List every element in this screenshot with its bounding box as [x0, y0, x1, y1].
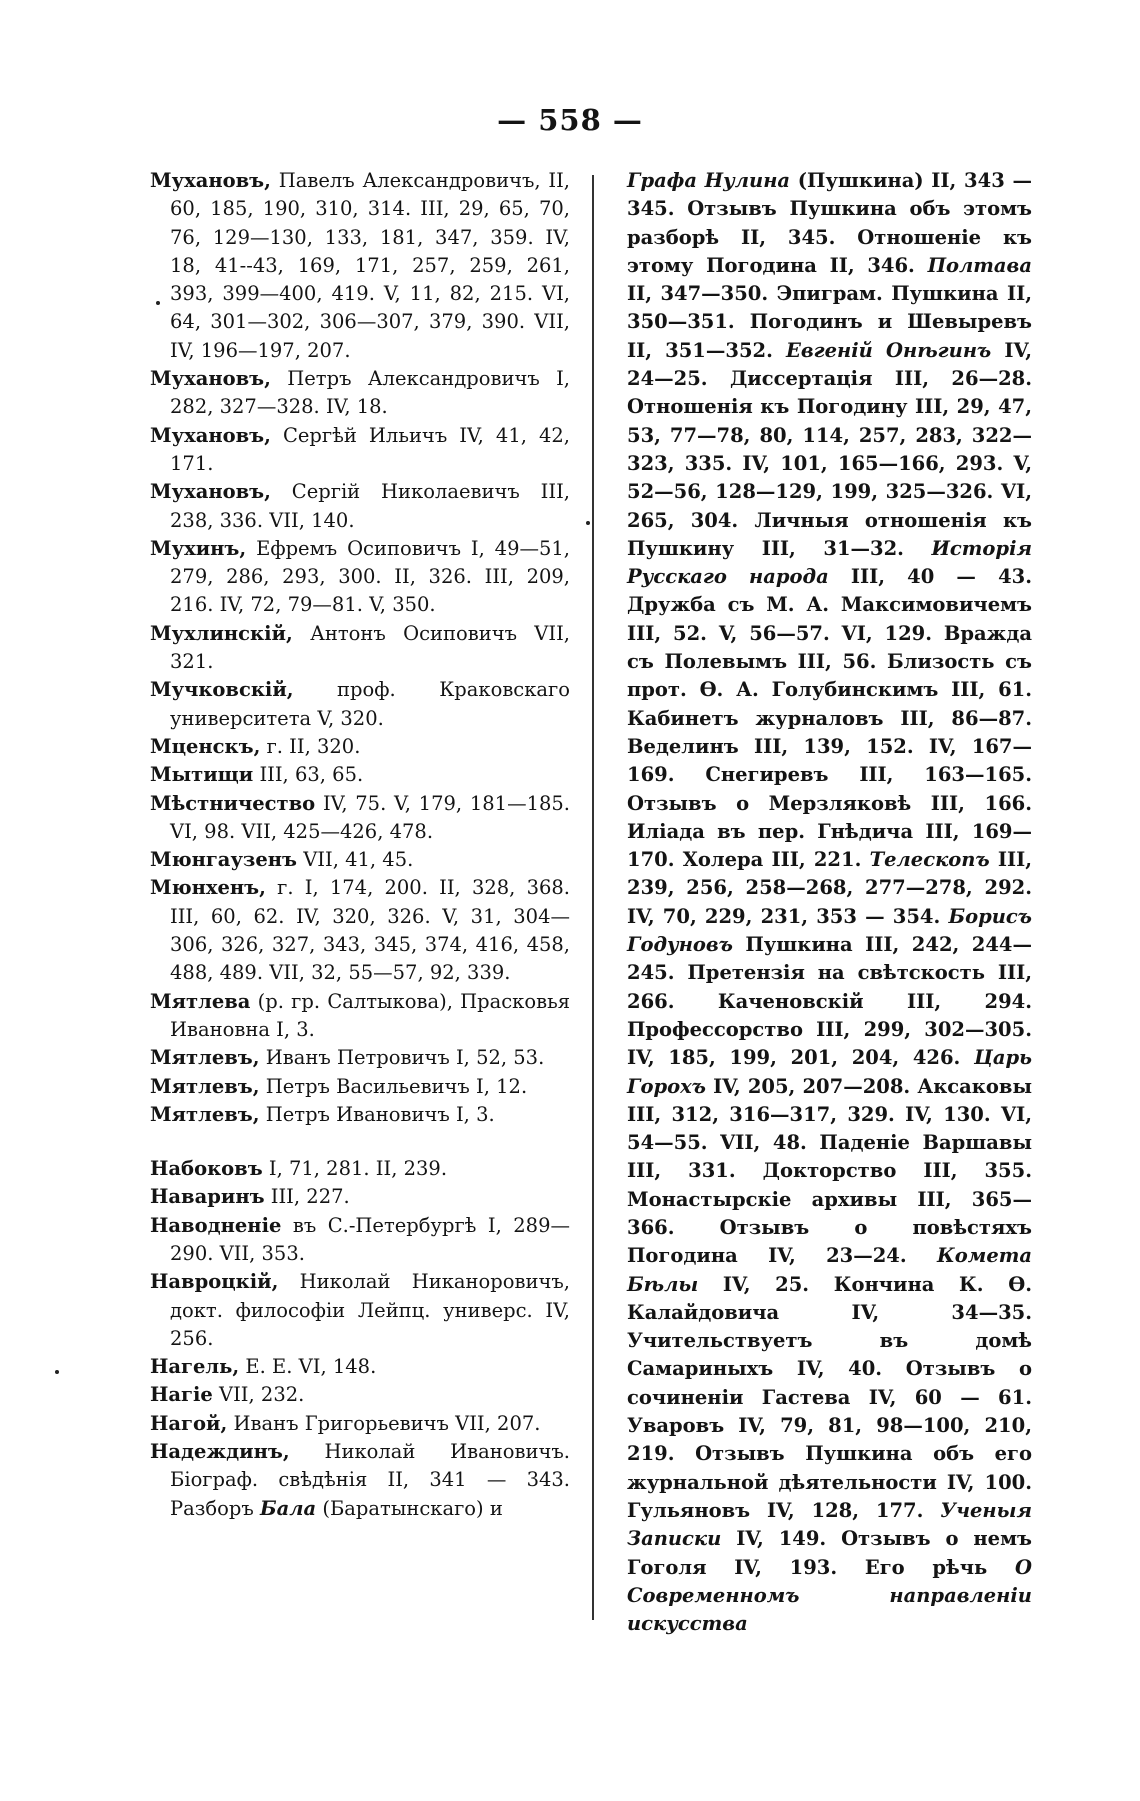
entry-references: Петръ Васильевичъ I, 12. — [259, 1074, 528, 1098]
index-entry — [150, 846, 570, 874]
entry-references: Иванъ Григорьевичъ VII, 207. — [227, 1411, 541, 1435]
entry-name: Мятлева — [150, 989, 251, 1013]
entry-text: IV, 24—25. Диссертація III, 26—28. Отношенія къ Погодину III, 29, 47, 53, 77—78, 80, 114, 257, 283, 322—323, 335. IV, 101, 165—166, 293. V, 52—56, 128—129, 199, 325—326. VI, 265, 304. Личныя отношенія къ Пушкину III, 31—32. — [627, 338, 1032, 560]
entry-text: III, 239, 256, 258—268, 277—278, 292. IV, 70, 229, 231, 353 — 354. — [627, 848, 1032, 928]
entry-name: Мятлевъ, — [150, 1074, 260, 1098]
index-entry — [150, 478, 570, 535]
entry-references: Иванъ Петровичъ I, 52, 53. — [259, 1046, 545, 1070]
entry-name: Нагель, — [150, 1355, 240, 1379]
entry-name: Надеждинъ, — [150, 1440, 290, 1464]
title-italic: О Современномъ направленіи искусства — [627, 1555, 1032, 1636]
entry-references: Николай Ивановичъ. Біограф. свѣдѣнія II, 341 — 343. Разборъ — [170, 1440, 570, 1520]
entry-name: Мятлевъ, — [150, 1102, 260, 1126]
index-entry — [150, 761, 570, 789]
entry-name: Мытищи — [150, 763, 254, 787]
entry-references: VII, 41, 45. — [297, 848, 414, 872]
index-entry-continuation — [627, 167, 1032, 1638]
right-column — [627, 167, 1032, 1638]
entry-text: Пушкина III, 242, 244—245. Претензія на свѣтскость III, 266. Каченовскій III, 294. Профессорство III, 299, 302—305. IV, 185, 199, 201, 204, 426. — [627, 933, 1032, 1070]
entry-references: Петръ Ивановичъ I, 3. — [259, 1102, 495, 1126]
entry-references: III, 63, 65. — [253, 763, 364, 787]
page-speck — [55, 1370, 59, 1374]
entry-references: Николай Никаноровичъ, докт. философіи Лейпц. универс. IV, 256. — [170, 1270, 570, 1350]
entry-text: IV, 205, 207—208. Аксаковы III, 312, 316—317, 329. IV, 130. VI, 54—55. VII, 48. Паденіе Варшавы III, 331. Докторство III, 355. Монастырскіе архивы III, 365—366. Отзывъ о повѣстяхъ Погодина IV, 23—24. — [627, 1074, 1032, 1268]
entry-references: III, 227. — [264, 1185, 350, 1209]
index-entry — [150, 1212, 570, 1269]
index-entry — [150, 620, 570, 677]
entry-name: Мухинъ, — [150, 536, 247, 560]
title-italic: Исторія Русскаго народа — [627, 536, 1032, 589]
title-italic: Бала — [259, 1496, 317, 1520]
entry-references: Антонъ Осиповичъ VII, 321. — [170, 621, 570, 674]
title-italic: Евгеній Онѣгинъ — [786, 338, 992, 362]
entry-name: Набоковъ — [150, 1157, 263, 1181]
entry-name: Мюнгаузенъ — [150, 848, 298, 872]
entry-references: I, 71, 281. II, 239. — [262, 1157, 448, 1181]
index-entry — [150, 1353, 570, 1381]
entry-name: Мучковскій, — [150, 678, 294, 702]
entry-references: г. I, 174, 200. II, 328, 368. III, 60, 62. IV, 320, 326. V, 31, 304—306, 326, 327, 343, 345, 374, 416, 458, 488, 489. VII, 32, 55—57, 92, 339. — [170, 876, 570, 985]
title-italic: Ученыя Записки — [627, 1498, 1032, 1551]
entry-name: Наваринъ — [150, 1185, 265, 1209]
column-divider — [592, 175, 594, 1620]
left-column — [150, 167, 570, 1523]
index-entry — [150, 1073, 570, 1101]
entry-references: Е. Е. VI, 148. — [239, 1355, 377, 1379]
entry-references: Сергій Николаевичъ III, 238, 336. VII, 140. — [170, 480, 570, 532]
entry-name: Наводненіе — [150, 1213, 282, 1237]
index-entry — [150, 422, 570, 479]
index-entry — [150, 535, 570, 620]
index-entry — [150, 1155, 570, 1183]
index-entry — [150, 1183, 570, 1211]
entry-text: II, 347—350. Эпиграм. Пушкина II, 350—351. Погодинъ и Шевыревъ II, 351—352. — [627, 282, 1032, 362]
index-entry — [150, 1044, 570, 1072]
title-italic: Графа Нулина — [627, 169, 791, 192]
index-entry — [150, 676, 570, 733]
index-entry — [150, 365, 570, 422]
index-entry — [150, 1410, 570, 1438]
title-italic: Полтава — [927, 253, 1032, 277]
title-italic: Царь Горохъ — [627, 1046, 1032, 1098]
entry-text: IV, 25. Кончина К. Ѳ. Калайдовича IV, 34—35. Учительствуетъ въ домѣ Самариныхъ IV, 40. Отзывъ о сочиненіи Гастева IV, 60 — 61. Уваровъ IV, 79, 81, 98—100, 210, 219. Отзывъ Пушкина объ его журнальной дѣятельности IV, 100. Гульяновъ IV, 128, 177. — [627, 1272, 1032, 1522]
entry-references: г. II, 320. — [260, 734, 361, 758]
index-entry — [150, 988, 570, 1045]
index-entry — [150, 790, 570, 847]
entry-text: IV, 149. Отзывъ о немъ Гоголя IV, 193. Его рѣчь — [627, 1527, 1032, 1579]
entry-name: Мухановъ, — [150, 423, 271, 447]
entry-name: Нагіе — [150, 1383, 213, 1407]
page-number: — 558 — — [497, 103, 643, 137]
title-italic: Борисъ Годуновъ — [627, 904, 1032, 957]
index-entry — [150, 167, 570, 365]
entry-references: Сергѣй Ильичъ IV, 41, 42, 171. — [170, 423, 570, 475]
entry-references: (Баратынскаго) и — [316, 1496, 503, 1520]
entry-name: Мухановъ, — [150, 169, 271, 192]
entry-name: Мюнхенъ, — [150, 876, 266, 900]
entry-name: Мухлинскій, — [150, 621, 293, 645]
title-italic: Телескопъ — [869, 848, 990, 872]
entry-name: Мухановъ, — [150, 367, 271, 391]
entry-name: Мценскъ, — [150, 734, 261, 758]
page-speck — [586, 521, 590, 525]
entry-references: проф. Краковскаго университета V, 320. — [170, 678, 570, 730]
index-entry — [150, 1438, 570, 1523]
entry-name: Мѣстничество — [150, 791, 316, 815]
index-entry — [150, 733, 570, 761]
index-entry — [150, 874, 570, 987]
index-entry — [150, 1101, 570, 1129]
index-entry — [150, 1381, 570, 1409]
entry-name: Мухановъ, — [150, 480, 271, 504]
entry-name: Нагой, — [150, 1411, 228, 1435]
entry-references: VII, 232. — [212, 1383, 305, 1407]
entry-references: Петръ Александровичъ I, 282, 327—328. IV, 18. — [170, 367, 570, 419]
entry-references: IV, 75. V, 179, 181—185. VI, 98. VII, 425—426, 478. — [170, 791, 570, 843]
entry-references: (р. гр. Салтыкова), Прасковья Ивановна I, 3. — [170, 989, 570, 1041]
title-italic: Комета Бѣлы — [627, 1244, 1032, 1296]
entry-name: Навроцкій, — [150, 1270, 279, 1294]
entry-references: въ С.-Петербургѣ I, 289—290. VII, 353. — [170, 1213, 570, 1265]
entry-name: Мятлевъ, — [150, 1046, 260, 1070]
entry-references: Ефремъ Осиповичъ I, 49—51, 279, 286, 293, 300. II, 326. III, 209, 216. IV, 72, 79—81. V, 350. — [170, 536, 570, 617]
entry-text: III, 40 — 43. Дружба съ М. А. Максимовичемъ III, 52. V, 56—57. VI, 129. Вражда съ Полевымъ III, 56. Близость съ прот. Ѳ. А. Голубинскимъ III, 61. Кабинетъ журналовъ III, 86—87. Веделинъ III, 139, 152. IV, 167—169. Снегиревъ III, 163—165. Отзывъ о Мерзляковѣ III, 166. Иліада въ пер. Гнѣдича III, 169—170. Холера III, 221. — [627, 565, 1033, 872]
entry-references: Павелъ Александровичъ, II, 60, 185, 190, 310, 314. III, 29, 65, 70, 76, 129—130, 133, 181, 347, 359. IV, 18, 41--43, 169, 171, 257, 259, 261, 393, 399—400, 419. V, 11, 82, 215. VI, 64, 301—302, 306—307, 379, 390. VII, IV, 196—197, 207. — [170, 169, 570, 362]
letter-section-gap — [150, 1129, 570, 1155]
index-entry — [150, 1268, 570, 1353]
entry-text: (Пушкина) II, 343 — 345. Отзывъ Пушкина объ этомъ разборѣ II, 345. Отношеніе къ этому Погодина II, 346. — [627, 169, 1032, 277]
